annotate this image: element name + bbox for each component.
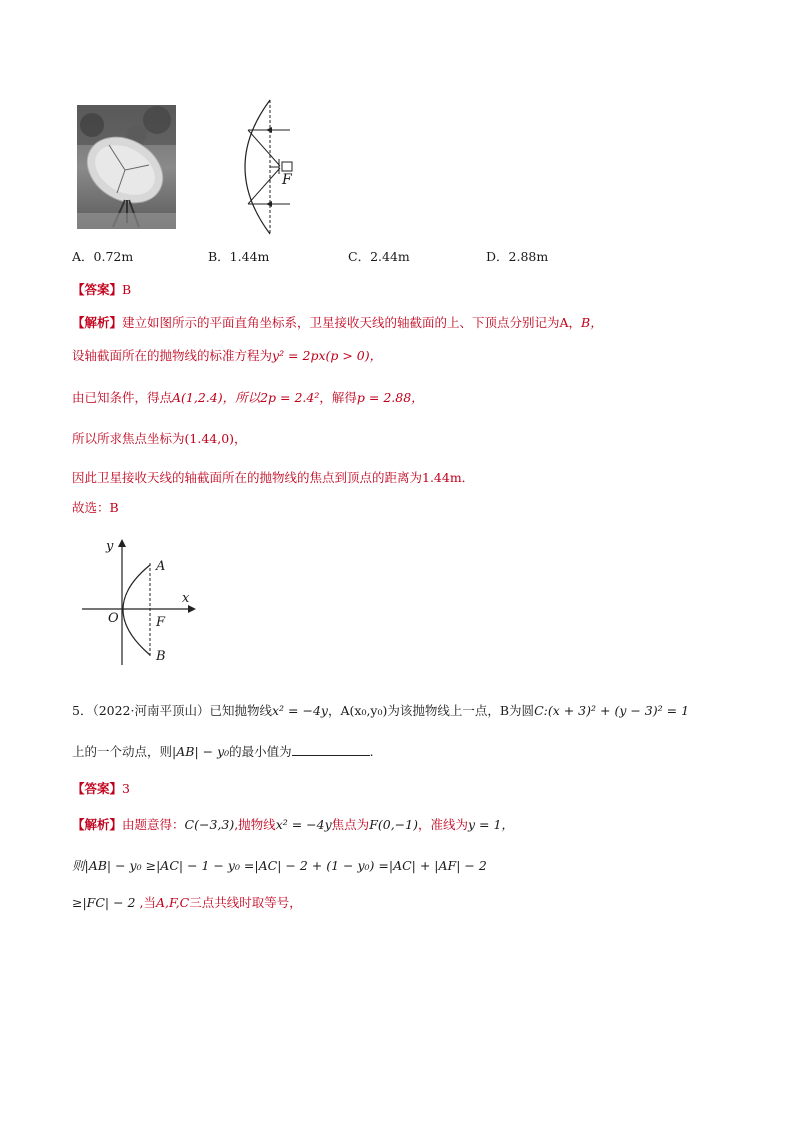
- q5-stem-line-2: 上的一个动点，则|AB| − y₀的最小值为 .: [72, 744, 374, 759]
- option-a: A．0.72m: [72, 249, 134, 264]
- answer-blank: [292, 743, 370, 756]
- q5-analysis-line-3: ≥|FC| − 2 ,当A,F,C三点共线时取等号，: [72, 895, 302, 910]
- focus-label: F: [156, 615, 166, 630]
- q5-analysis-line-2: 则|AB| − y₀ ≥|AC| − 1 − y₀ =|AC| − 2 + (1 − y₀) =|AC| + |AF| − 2: [72, 858, 487, 873]
- q5-analysis-line-1: 【解析】由题意得：C(−3,3),抛物线x² = −4y焦点为F(0,−1)，准线为y = 1，: [72, 817, 514, 832]
- y-axis-label: y: [106, 539, 114, 554]
- point-a-label: A: [156, 559, 166, 574]
- option-c: C．2.44m: [348, 249, 410, 264]
- q4-analysis-line-3: 由已知条件，得点A(1,2.4)，所以2p = 2.4²，解得p = 2.88，: [72, 390, 424, 405]
- q4-choice: 故选：B: [72, 500, 119, 515]
- analysis-tag: 【解析】: [72, 315, 123, 330]
- option-b: B．1.44m: [208, 249, 270, 264]
- parabola-equation: y² = 2px(p > 0)，: [272, 348, 383, 363]
- q4-analysis-line-5: 因此卫星接收天线的轴截面所在的抛物线的焦点到顶点的距离为1.44m．: [72, 470, 475, 485]
- origin-label: O: [108, 611, 119, 626]
- coordinate-parabola-diagram: [78, 535, 196, 667]
- x-axis-label: x: [182, 591, 190, 606]
- parabolic-antenna-diagram: [232, 96, 302, 238]
- option-d: D．2.88m: [486, 249, 549, 264]
- q4-analysis-line-2: 设轴截面所在的抛物线的标准方程为y² = 2px(p > 0)，: [72, 348, 383, 363]
- q5-stem-line-1: 5．（2022·河南平顶山）已知抛物线x² = −4y，A(x₀,y₀)为该抛物线上一点，B为圆C:(x + 3)² + (y − 3)² = 1: [72, 703, 690, 718]
- q4-analysis-line-1: 【解析】建立如图所示的平面直角坐标系，卫星接收天线的轴截面的上、下顶点分别记为A，B，: [72, 315, 603, 330]
- point-b-label: B: [156, 649, 166, 664]
- answer-value: 3: [122, 781, 130, 796]
- circle-equation: C:(x + 3)² + (y − 3)² = 1: [534, 703, 690, 718]
- answer-value: B: [122, 282, 132, 297]
- parabola-equation: x² = −4y: [272, 703, 328, 718]
- q5-answer: [72, 779, 130, 797]
- answer-tag: 【答案】: [72, 282, 123, 297]
- analysis-tag: 【解析】: [72, 817, 123, 832]
- q4-answer: [72, 280, 131, 298]
- q4-analysis-line-4: 所以所求焦点坐标为(1.44,0)，: [72, 431, 247, 446]
- focus-label: F: [282, 172, 292, 188]
- answer-tag: 【答案】: [72, 781, 123, 796]
- satellite-dish-photo: [77, 105, 176, 229]
